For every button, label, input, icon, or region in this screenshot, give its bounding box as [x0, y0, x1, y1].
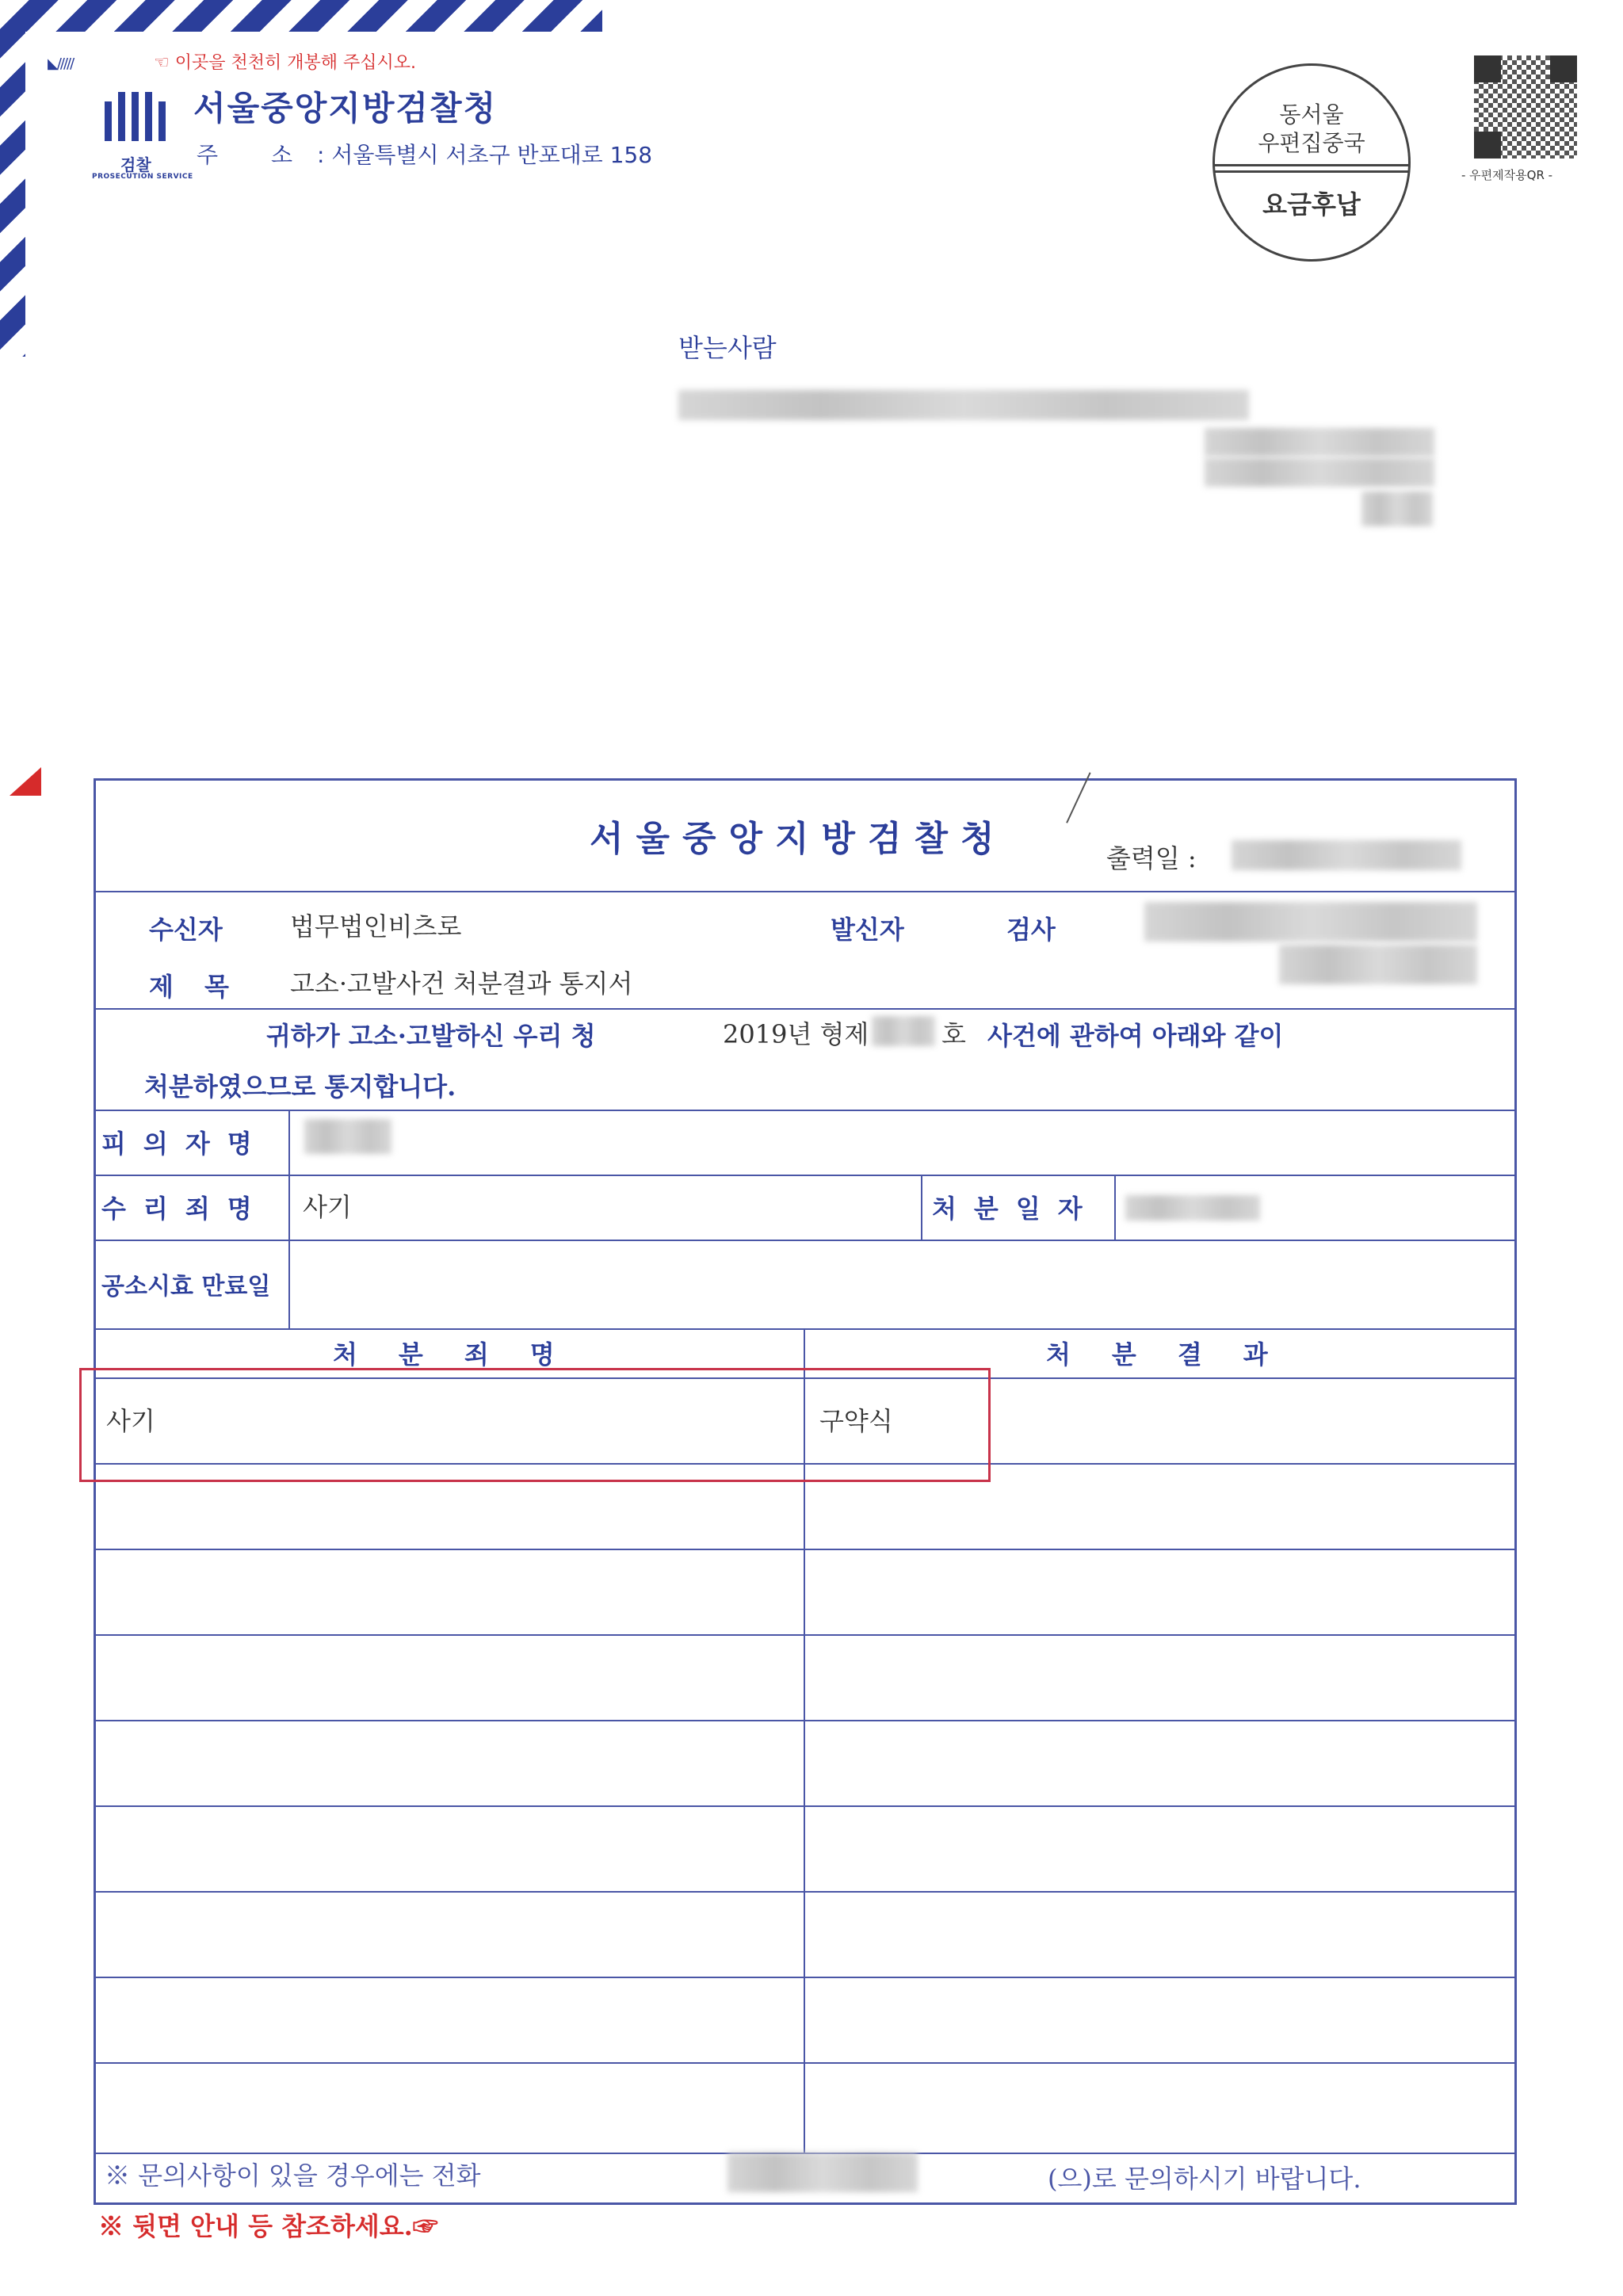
suspect-label: 피의자명 [101, 1129, 269, 1159]
redacted-phone [727, 2153, 918, 2192]
print-date-label: 출력일 : [1106, 843, 1197, 873]
subject-field-label: 제 목 [149, 972, 240, 1002]
divider [288, 1110, 290, 1328]
col-result-header: 처분결과 [1046, 1339, 1309, 1370]
postmark-divider [1215, 164, 1408, 166]
redacted-case-number [872, 1016, 935, 1046]
table-row [94, 1805, 1517, 1807]
charge-value: 사기 [303, 1192, 352, 1222]
back-side-note: ※ 뒷면 안내 등 참조하세요.☞ [98, 2211, 438, 2241]
disposition-date-label: 처분일자 [932, 1194, 1100, 1224]
recipient-field-label: 수신자 [149, 915, 223, 945]
divider [1114, 1175, 1116, 1240]
charge-label: 수리죄명 [101, 1194, 269, 1224]
notice-case-year: 2019년 형제 [723, 1019, 869, 1049]
notice-part2: 사건에 관하여 아래와 같이 [987, 1021, 1284, 1051]
redacted-print-date [1232, 840, 1461, 870]
table-row [94, 1634, 1517, 1636]
divider [94, 1175, 1517, 1176]
qr-code-icon [1474, 55, 1577, 159]
row-1-crime: 사기 [106, 1406, 155, 1436]
postmark-divider [1215, 170, 1408, 173]
table-row [94, 1977, 1517, 1978]
divider [94, 1008, 1517, 1010]
form-title: 서울중앙지방검찰청 [590, 819, 1007, 859]
redacted-sender-name-2 [1279, 945, 1477, 984]
postmark-line2: 우편집중국 [1258, 130, 1365, 156]
divider [94, 1240, 1517, 1241]
notice-line2: 처분하였으므로 통지합니다. [144, 1072, 456, 1102]
logo-english: PROSECUTION SERVICE [92, 173, 193, 181]
tear-marks: ◣///// [48, 55, 74, 72]
address-label-2: 소 [271, 142, 293, 168]
redacted-sender-name [1144, 902, 1477, 942]
col-crime-header: 처분죄명 [333, 1339, 596, 1370]
divider [94, 891, 1517, 892]
statute-label: 공소시효 만료일 [101, 1273, 271, 1301]
postmark-line1: 동서울 [1279, 101, 1344, 128]
sender-role: 검사 [1006, 915, 1056, 945]
divider [94, 1110, 1517, 1111]
notice-part1: 귀하가 고소·고발하신 우리 청 [266, 1021, 596, 1051]
logo-word: 검찰 [120, 155, 151, 174]
sender-address: : 서울특별시 서초구 반포대로 158 [317, 142, 653, 168]
corner-marker [10, 767, 41, 796]
postmark-line3: 요금후납 [1262, 189, 1361, 220]
open-instruction[interactable]: ☜ 이곳을 천천히 개봉해 주십시오. [154, 53, 416, 73]
redacted-suspect-name [304, 1119, 391, 1154]
redacted-recipient-line3 [1205, 458, 1434, 487]
redacted-disposition-date [1125, 1195, 1260, 1221]
recipient-label: 받는사람 [678, 333, 777, 363]
inquiry-suffix: (으)로 문의하시기 바랍니다. [1048, 2164, 1361, 2194]
sender-organization: 서울중앙지방검찰청 [193, 89, 498, 128]
subject-field-value: 고소·고발사건 처분결과 통지서 [290, 968, 633, 999]
table-row [94, 2062, 1517, 2064]
redacted-recipient-line4 [1361, 491, 1433, 526]
airmail-stripe-top [0, 0, 602, 32]
table-row [94, 1720, 1517, 1721]
redacted-recipient-line1 [678, 390, 1249, 420]
postmark-stamp [1212, 63, 1411, 262]
table-row [94, 1891, 1517, 1893]
inquiry-prefix: ※ 문의사항이 있을 경우에는 전화 [105, 2160, 481, 2191]
airmail-stripe-left [0, 0, 25, 357]
redacted-recipient-line2 [1205, 428, 1434, 457]
highlight-box [79, 1368, 991, 1482]
row-1-result: 구약식 [819, 1406, 893, 1436]
divider [921, 1175, 922, 1240]
divider [94, 1328, 1517, 1330]
notice-case-suffix: 호 [941, 1019, 966, 1049]
qr-caption: - 우편제작용QR - [1461, 168, 1553, 182]
recipient-field-value: 법무법인비츠로 [290, 911, 462, 942]
table-row [94, 1549, 1517, 1550]
address-label-1: 주 [197, 142, 219, 168]
sender-field-label: 발신자 [831, 915, 904, 945]
